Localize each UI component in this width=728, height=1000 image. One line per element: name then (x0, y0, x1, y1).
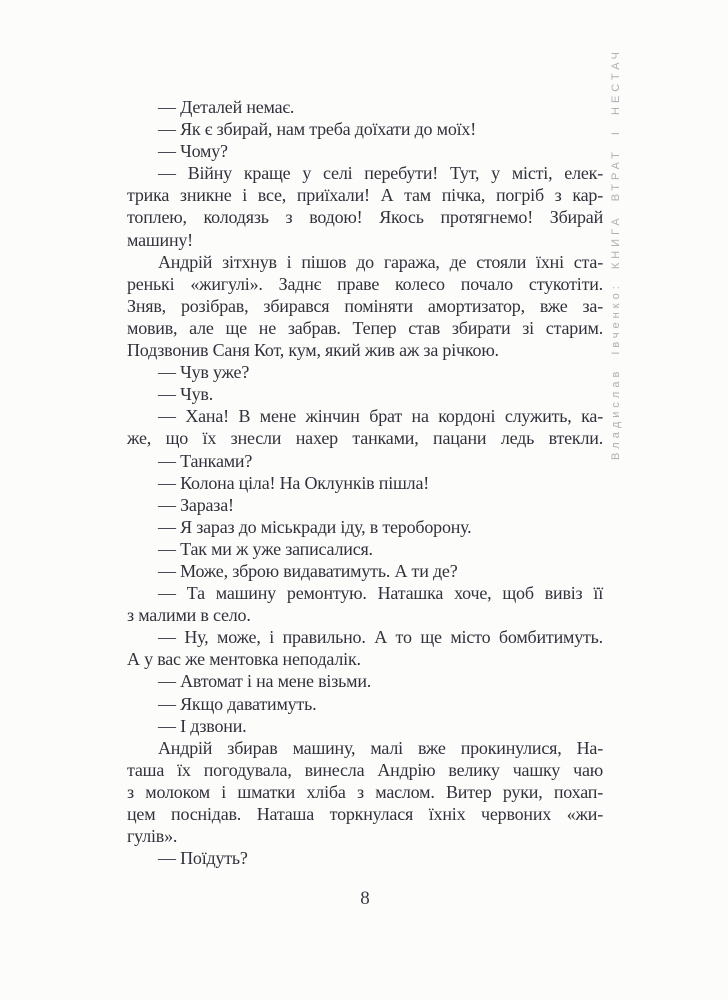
text-block (127, 96, 603, 869)
text-line: — Може, зброю видаватимуть. А ти де? (158, 560, 458, 581)
text-line: — Зараза! (158, 494, 234, 515)
text-line: трика зникне і все, приїхали! А там пічка, погріб з кар- (127, 185, 603, 206)
text-line: — Танками? (158, 450, 253, 471)
text-line: — Я зараз до міськради іду, в тероборону. (158, 516, 472, 537)
text-line: — Колона ціла! На Оклунків пішла! (158, 472, 430, 493)
text-line: — І дзвони. (158, 715, 247, 736)
text-line: з малими в село. (127, 605, 251, 626)
text-line: — Хана! В мене жінчин брат на кордоні служить, ка- (158, 406, 603, 427)
text-line: машину! (127, 229, 193, 250)
text-line: мовив, але ще не забрав. Тепер став збирати зі старим. (127, 317, 603, 338)
text-line: — Чув уже? (158, 362, 250, 383)
text-line: таша їх погодувала, винесла Андрію велику чашку чаю (127, 759, 603, 780)
text-line: — Деталей немає. (158, 97, 295, 117)
text-line: Андрій збирав машину, малі вже прокинулися, На- (158, 737, 603, 758)
text-line: — Як є збирай, нам треба доїхати до моїх! (158, 119, 477, 140)
text-line: — Якщо даватимуть. (158, 693, 317, 714)
text-line: А у вас же ментовка неподалік. (127, 649, 361, 670)
text-line: же, що їх знесли нахер танками, пацани ледь втекли. (127, 428, 603, 449)
text-line: — Чому? (158, 141, 228, 162)
text-line: ренькі «жигулі». Заднє праве колесо почало стукотіти. (127, 273, 603, 294)
text-line: Андрій зітхнув і пішов до гаража, де стояли їхні ста- (158, 251, 603, 272)
text-line: Подзвонив Саня Кот, кум, який жив аж за річкою. (127, 340, 499, 361)
text-line: — Чув. (158, 384, 213, 405)
text-line: — Війну краще у селі перебути! Тут, у місті, елек- (158, 163, 603, 184)
text-line: топлею, колодязь з водою! Якось протягнемо! Збирай (127, 207, 603, 228)
spine-title: Владислав Івченко: КНИГА ВТРАТ І НЕСТАЧ (610, 47, 622, 461)
text-line: гулів». (127, 826, 178, 847)
text-line: Зняв, розібрав, збирався поміняти амортизатор, вже за- (127, 295, 603, 316)
page-number: 8 (360, 888, 370, 909)
text-line: — Ну, може, і правильно. А то ще місто бомбитимуть. (158, 627, 603, 648)
text-line: — Автомат і на мене візьми. (158, 671, 372, 692)
text-line: цем поснідав. Наташа торкнулася їхніх червоних «жи- (127, 804, 603, 824)
text-line: з молоком і шматки хліба з маслом. Витер руки, похап- (127, 781, 603, 802)
text-line: — Так ми ж уже записалися. (158, 538, 373, 559)
text-line: — Поїдуть? (158, 848, 248, 869)
text-line: — Та машину ремонтую. Наташка хоче, щоб вивіз її (158, 583, 603, 604)
